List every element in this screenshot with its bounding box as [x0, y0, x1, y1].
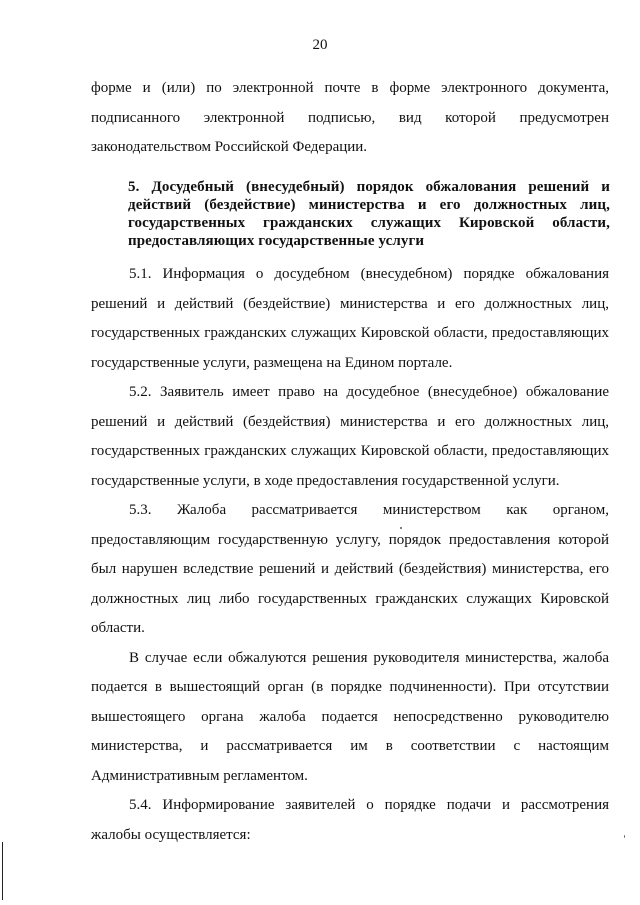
paragraph-5-3: 5.3. Жалоба рассматривается министерством как органом, предоставляющим государственную услугу, порядок предоставления которой был нарушен вследствие решений и действий (бездействия) министерства, его должностных лиц либо государственных гражданских служащих Кировской области.	[91, 502, 609, 636]
section-title: Досудебный (внесудебный) порядок обжалования решений и действий (бездействие) министерства и его должностных лиц, государственных гражданских служащих Кировской области, предоставляющих государственные услуги	[128, 179, 610, 249]
continuation-paragraph: форме и (или) по электронной почте в форме электронного документа, подписанного электронной подписью, вид которой предусмотрен законодательством Российской Федерации.	[91, 80, 609, 155]
continuation-block	[91, 74, 609, 163]
section-body	[91, 260, 609, 850]
paragraph-5-4: 5.4. Информирование заявителей о порядке подачи и рассмотрения жалобы осуществляется:	[91, 797, 609, 843]
paragraph-5-2: 5.2. Заявитель имеет право на досудебное (внесудебное) обжалование решений и действий (бездействия) министерства и его должностных лиц, государственных гражданских служащих Кировской области, предоставляющих государственные услуги, в ходе предоставления государственной услуги.	[91, 384, 609, 489]
paragraph-appeal-head: В случае если обжалуются решения руководителя министерства, жалоба подается в вышестоящий орган (в порядке подчиненности). При отсутствии вышестоящего органа жалоба подается непосредственно руководителю министерства, и рассматривается им в соответствии с настоящим Административным регламентом.	[91, 649, 609, 784]
scan-edge-mark	[2, 842, 3, 900]
section-number: 5.	[128, 179, 140, 195]
scan-speck	[400, 527, 402, 529]
page-number: 20	[312, 37, 328, 53]
paragraph-5-1: 5.1. Информация о досудебном (внесудебном) порядке обжалования решений и действий (бездействие) министерства и его должностных лиц, государственных гражданских служащих Кировской области, предоставляющих государственные услуги, размещена на Едином портале.	[91, 266, 609, 371]
scan-speck	[624, 835, 625, 838]
section-heading	[128, 178, 610, 250]
